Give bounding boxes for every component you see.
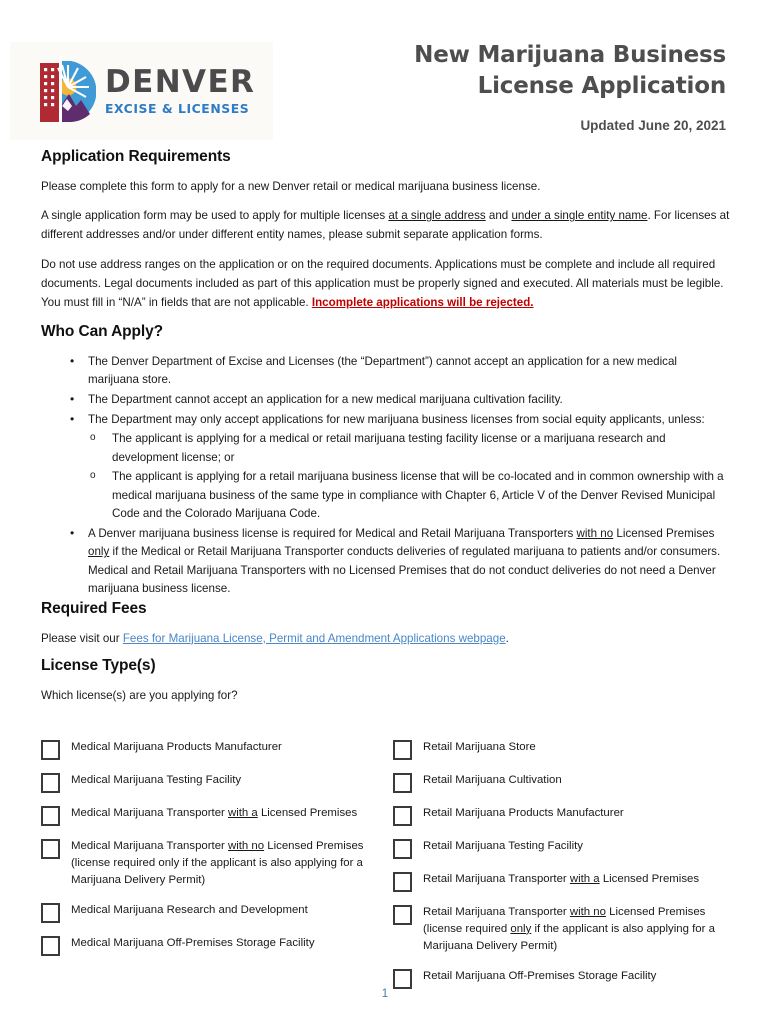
text-at-single-address: at a single address [388,209,486,223]
checkbox-row-retail-transporter-no-premises[interactable] [393,904,731,955]
label-post: Licensed Premises [599,872,700,885]
checkbox-label: Retail Marijuana Products Manufacturer [423,806,624,819]
checkbox-row-medical-testing-facility[interactable] [41,772,393,793]
text-transporter-part3: if the Medical or Retail Marijuana Transporter conducts deliveries of regulated marijuana to patients and/or consumers. Medical and Retail Marijuana Transporters with no Licensed Premises that do not conduct deliveries do not need a Denver marijuana business license. [88,545,721,596]
heading-required-fees: Required Fees [41,599,147,617]
list-item: • The Denver Department of Excise and Licenses (the “Department”) cannot accept an application for a new medical marijuana store. [41,353,731,390]
label-pre: Medical Marijuana Transporter [71,839,229,852]
label-post: Licensed Premises [257,806,358,819]
text-transporter-part1: A Denver marijuana business license is required for Medical and Retail Marijuana Transporters [88,526,577,540]
paragraph-address-ranges [41,256,731,312]
paragraph-apply-intro: Please complete this form to apply for a new Denver retail or medical marijuana business license. [41,179,541,193]
text-fees-intro: Please visit our [41,631,123,645]
denver-d-logo-icon [38,56,96,126]
text-only: only [88,545,110,559]
text-address-ranges-body: Do not use address ranges on the application or on the required documents. Applications must be complete and include all required documents. Legal documents included as part of this application must be properly signed and executed. All materials must be legible. You must fill in “N/A” in fields that are not applicable. [41,257,724,309]
checkbox-row-retail-cultivation[interactable] [393,772,731,793]
page-title [306,40,726,101]
checkbox-icon[interactable] [41,806,60,826]
checkbox-label: Medical Marijuana Products Manufacturer [71,740,282,753]
checkbox-icon[interactable] [393,740,412,760]
checkbox-icon[interactable] [41,773,60,793]
list-item: • The Department cannot accept an application for a new medical marijuana cultivation facility. [41,391,731,410]
checkbox-row-retail-store[interactable] [393,739,731,760]
checkbox-label [423,904,731,955]
checkbox-row-medical-transporter-with-premises[interactable] [41,805,393,826]
logo-excise-licenses-wordmark: EXCISE & LICENSES [105,100,250,116]
label-underlined: with a [228,806,258,819]
label-post: Licensed Premises (license required only if the applicant is also applying for a Marijuana Delivery Permit) [71,839,364,886]
checkbox-label [71,838,393,889]
text-under-single-entity: under a single entity name [511,209,648,223]
checkbox-row-medical-transporter-no-premises[interactable] [41,838,393,889]
document-body [41,148,731,1001]
label-underlined-2: only [510,922,532,935]
heading-license-types: License Type(s) [41,657,156,675]
label-underlined: with no [569,905,606,918]
updated-date: Updated June 20, 2021 [580,118,726,133]
checkbox-label [423,871,699,888]
license-column-medical [41,739,393,1001]
checkbox-row-retail-transporter-with-premises[interactable] [393,871,731,892]
list-item: o The applicant is applying for a retail marijuana business license that will be co-located and in common ownership with a medical marijuana business of the same type in compliance with Chapter 6, Article V of the Denver Revised Municipal Code and the Colorado Marijuana Code. [65,468,731,524]
page-number: 1 [381,988,389,1000]
checkbox-label: Medical Marijuana Testing Facility [71,773,242,786]
paragraph-license-question: Which license(s) are you applying for? [41,688,238,702]
checkbox-icon[interactable] [393,839,412,859]
heading-who-can-apply: Who Can Apply? [41,323,164,341]
label-underlined: with a [569,872,600,885]
checkbox-icon[interactable] [393,773,412,793]
checkbox-row-retail-testing-facility[interactable] [393,838,731,859]
paragraph-fees [41,630,731,649]
text-single-app-part2: and [485,209,512,223]
checkbox-icon[interactable] [41,839,60,859]
checkbox-label: Retail Marijuana Store [423,740,536,753]
checkbox-label: Retail Marijuana Testing Facility [423,839,583,852]
checkbox-row-medical-research-development[interactable] [41,902,393,923]
document-header [0,0,770,148]
heading-application-requirements: Application Requirements [41,148,231,165]
text-single-app-part3: . For licenses at different addresses and/or under different entity names, please submit separate application forms. [41,209,730,242]
list-item [41,525,731,599]
fees-webpage-link[interactable]: Fees for Marijuana License, Permit and Amendment Applications webpage [122,631,506,645]
label-pre: Retail Marijuana Transporter [423,905,570,918]
checkbox-label: Medical Marijuana Off-Premises Storage Facility [71,937,315,950]
logo-denver-wordmark: DENVER [105,63,256,100]
checkbox-row-retail-offpremises-storage[interactable] [393,968,731,989]
text-transporter-part2: Licensed Premises [613,526,715,540]
paragraph-single-application [41,207,731,245]
license-type-checkbox-columns [41,739,731,1001]
denver-excise-licenses-logo [10,42,273,140]
label-pre: Medical Marijuana Transporter [71,806,229,819]
checkbox-icon[interactable] [41,903,60,923]
checkbox-icon[interactable] [41,936,60,956]
text-with-no: with no [576,526,614,540]
checkbox-icon[interactable] [393,806,412,826]
page-title-line1: New Marijuana Business [414,42,726,68]
checkbox-icon[interactable] [393,969,412,989]
label-pre: Retail Marijuana Transporter [423,872,570,885]
checkbox-row-retail-products-manufacturer[interactable] [393,805,731,826]
license-column-retail [393,739,731,1001]
list-item: o The applicant is applying for a medical or retail marijuana testing facility license or a marijuana research and development license; or [65,430,731,467]
label-underlined: with no [228,839,265,852]
who-can-apply-list-continued [41,525,731,599]
who-can-apply-list [41,353,731,429]
text-fees-trailing: . [505,631,509,645]
label-post: Licensed Premises (license required [423,905,706,935]
checkbox-label: Medical Marijuana Research and Development [71,904,308,917]
page-title-line2: License Application [477,72,726,99]
checkbox-icon[interactable] [393,905,412,925]
list-item: • The Department may only accept applications for new marijuana business licenses from social equity applicants, unless: [41,411,731,430]
checkbox-label [71,805,357,822]
checkbox-icon[interactable] [41,740,60,760]
text-single-app-part1: A single application form may be used to apply for multiple licenses [41,209,389,223]
checkbox-row-medical-offpremises-storage[interactable] [41,935,393,956]
label-post-2: if the applicant is also applying for a Marijuana Delivery Permit) [423,922,715,952]
checkbox-row-medical-products-manufacturer[interactable] [41,739,393,760]
checkbox-label: Retail Marijuana Off-Premises Storage Facility [423,970,657,983]
checkbox-icon[interactable] [393,872,412,892]
checkbox-label: Retail Marijuana Cultivation [423,773,562,786]
text-incomplete-warning: Incomplete applications will be rejected. [311,295,534,309]
who-can-apply-sublist [65,430,731,524]
